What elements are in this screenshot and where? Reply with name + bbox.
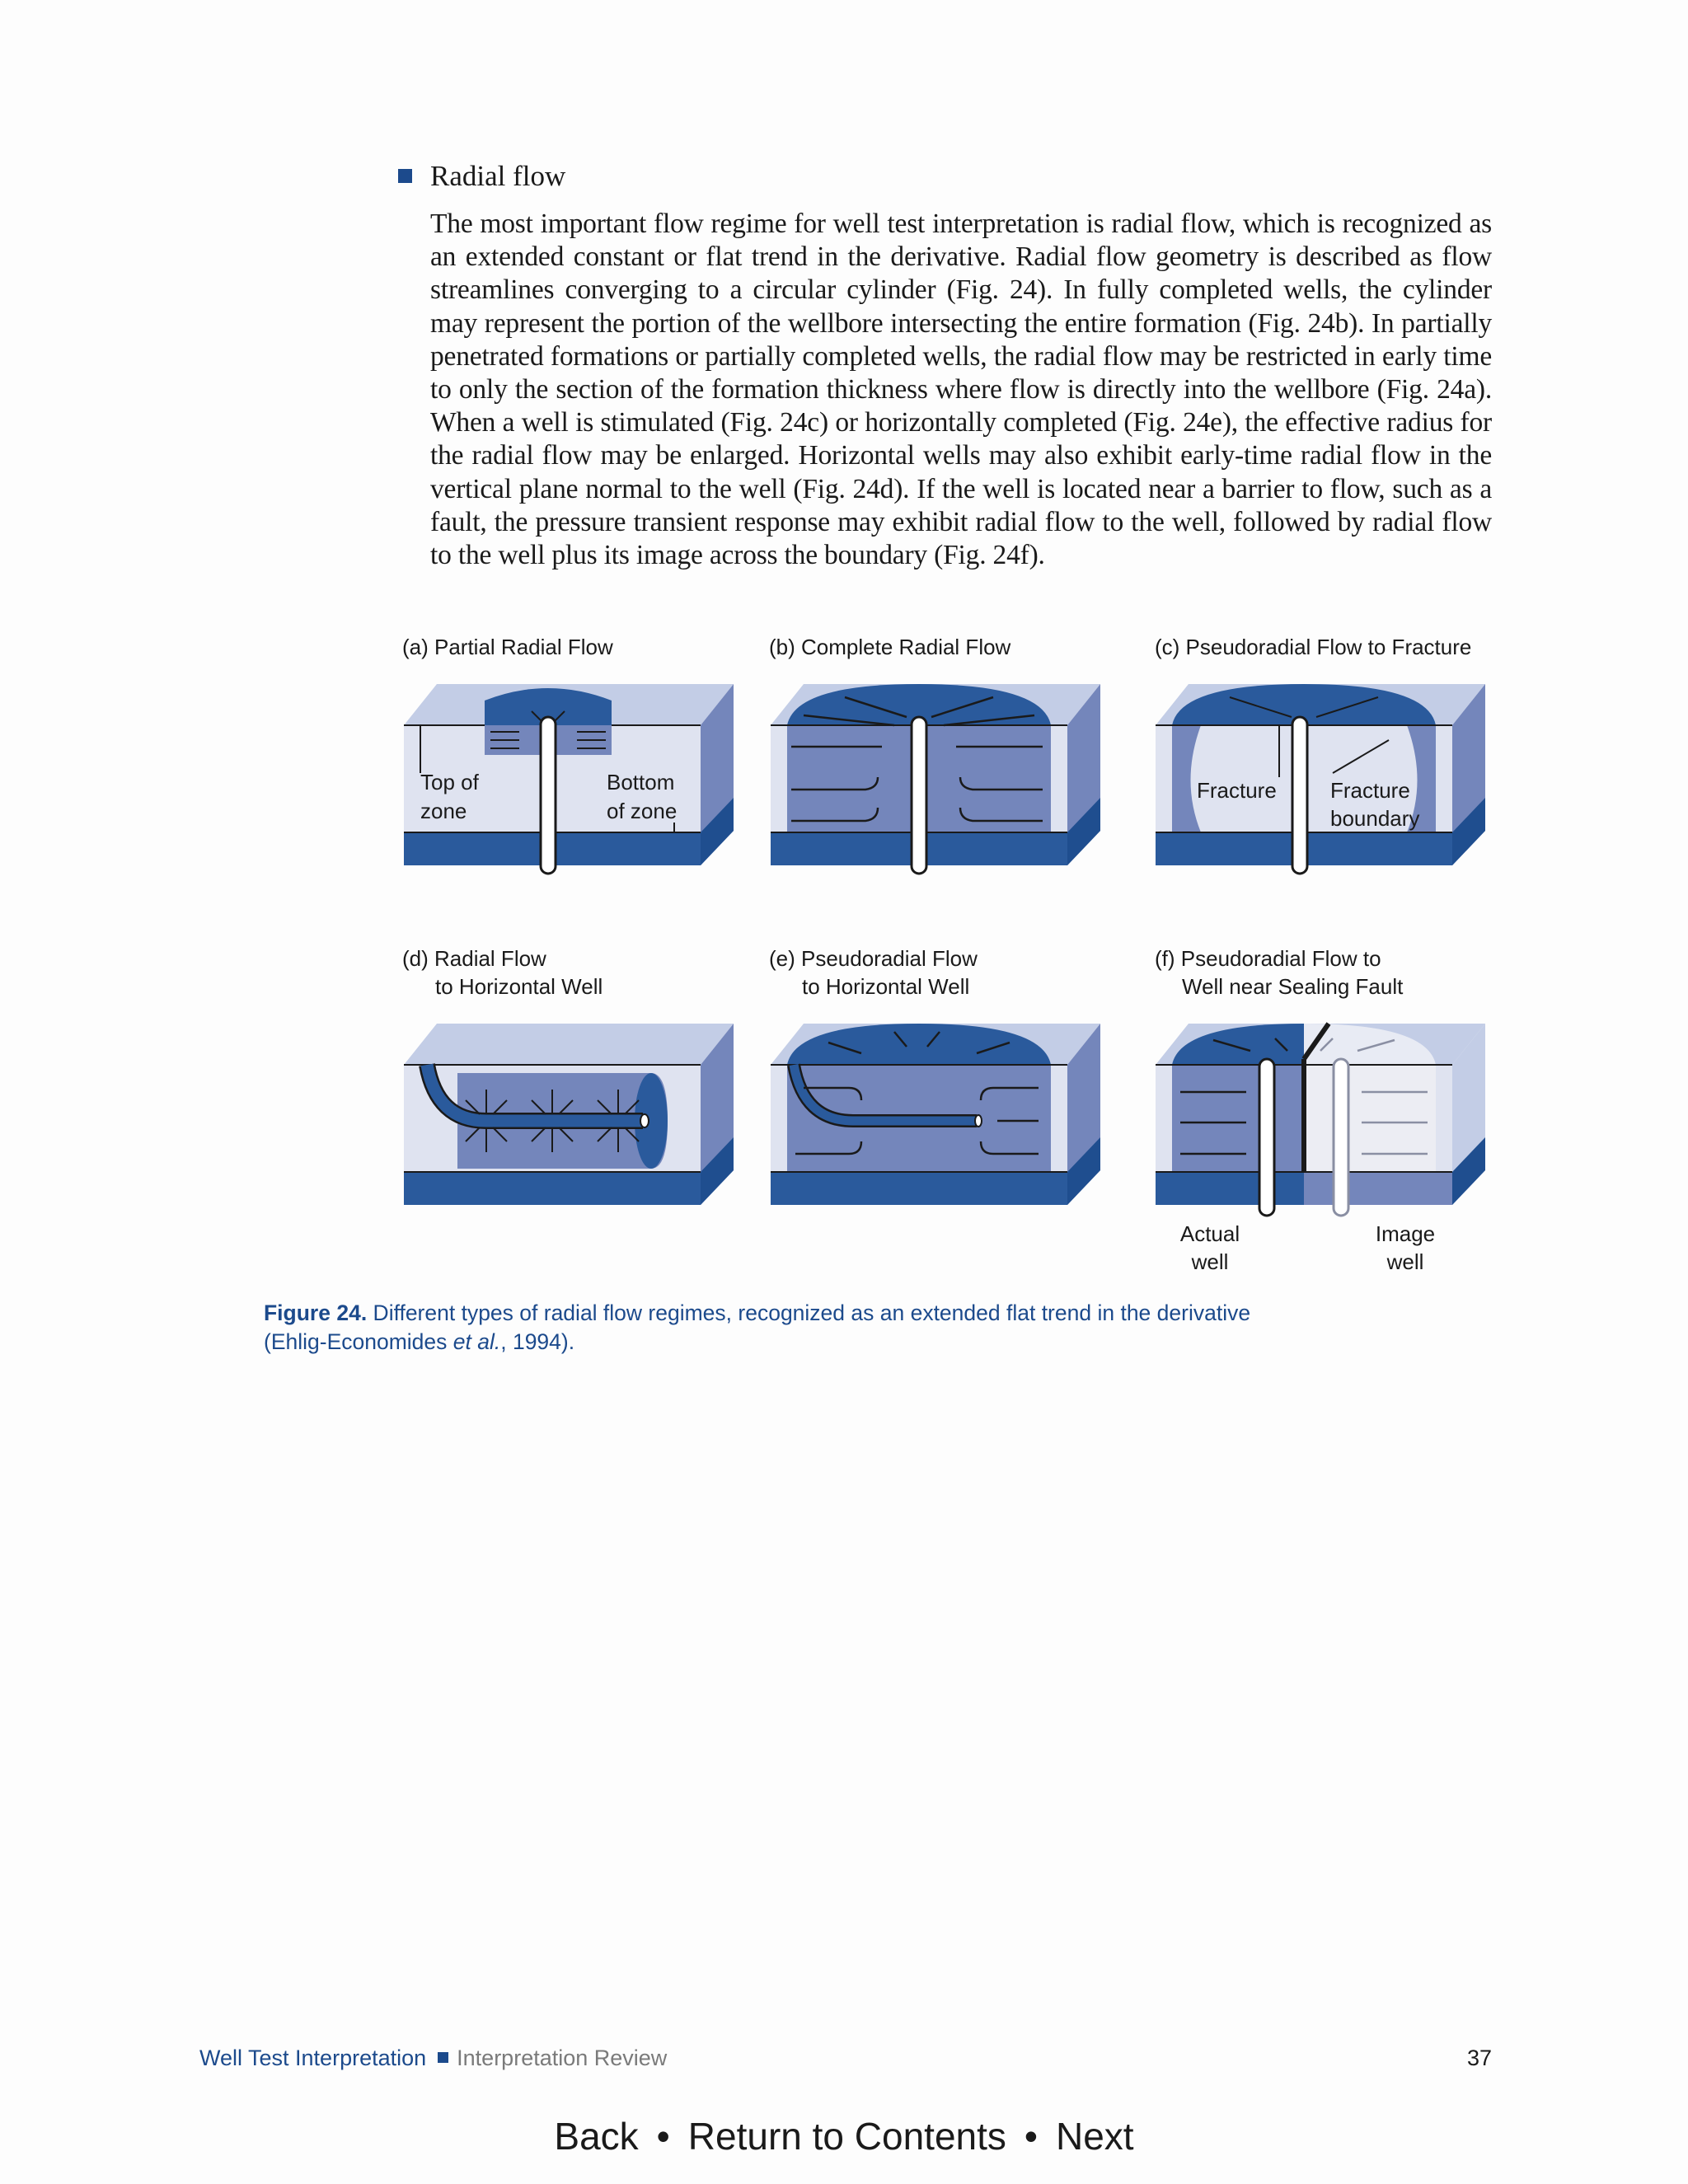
body-paragraph: The most important flow regime for well test interpretation is radial flow, which is recognized as an extended constant or flat trend in the derivative. Radial flow geometry is described as flow streamlines converging to a circular cylinder (Fig. 24). In fully completed wells, the cylinder may represent the portion of the wellbore intersecting the entire formation (Fig. 24b). In partially penetrated formations or partially completed wells, the radial flow may be restricted in early time to only the section of the formation thickness where flow is directly into the wellbore (Fig. 24a). When a well is stimulated (Fig. 24c) or horizontally completed (Fig. 24e), the effective radius for the radial flow may be enlarged. Horizontal wells may also exhibit early-time radial flow in the vertical plane normal to the well (Fig. 24d). If the well is located near a barrier to flow, such as a fault, the pressure transient response may exhibit radial flow to the well, followed by radial flow to the well plus its image across the boundary (Fig. 24f).	[430, 209, 1492, 571]
panel-b-diagram	[771, 682, 1100, 880]
page-navigation	[0, 2114, 1688, 2158]
panel-e-title-line1: (e) Pseudoradial Flow	[769, 946, 978, 971]
panel-c-diagram	[1156, 682, 1485, 880]
label-fracture-boundary-1: Fracture	[1330, 778, 1410, 803]
figure-24	[396, 626, 1500, 1286]
panel-f-diagram	[1156, 1022, 1485, 1220]
panel-b-title: (b) Complete Radial Flow	[769, 635, 1011, 659]
back-link[interactable]: Back	[554, 2115, 639, 2158]
label-actual-well	[1169, 1220, 1251, 1276]
page-number: 37	[1467, 2046, 1493, 2070]
footer-running-title	[199, 2046, 667, 2071]
caption-etal: et al.	[452, 1329, 501, 1354]
figure-caption	[264, 1299, 1302, 1357]
label-of-zone: of zone	[607, 799, 678, 823]
panel-d-title	[402, 944, 603, 1001]
panel-f-title-line2: Well near Sealing Fault	[1182, 974, 1404, 999]
panel-d-title-line1: (d) Radial Flow	[402, 946, 546, 971]
return-to-contents-link[interactable]: Return to Contents	[687, 2115, 1006, 2158]
caption-label: Figure 24.	[264, 1301, 368, 1325]
panel-c-title: (c) Pseudoradial Flow to Fracture	[1155, 635, 1472, 659]
footer-doc-title: Well Test Interpretation	[199, 2046, 427, 2070]
nav-separator: •	[1024, 2115, 1038, 2158]
label-bottom: Bottom	[607, 770, 675, 794]
panel-a-diagram	[404, 682, 734, 880]
section-heading: Radial flow	[430, 160, 566, 192]
label-fracture-boundary-2: boundary	[1330, 806, 1420, 831]
footer-section-title: Interpretation Review	[457, 2046, 668, 2070]
footer-square-icon	[438, 2052, 448, 2063]
panel-d-title-line2: to Horizontal Well	[435, 974, 603, 999]
label-image-well	[1364, 1220, 1447, 1276]
panel-d-diagram	[404, 1022, 734, 1220]
label-image-well-word: well	[1386, 1249, 1424, 1274]
next-link[interactable]: Next	[1056, 2115, 1134, 2158]
label-actual: Actual	[1179, 1221, 1240, 1246]
caption-year: , 1994).	[500, 1329, 575, 1354]
label-fracture: Fracture	[1197, 778, 1277, 803]
panel-e-title-line2: to Horizontal Well	[802, 974, 970, 999]
label-actual-well-word: well	[1191, 1249, 1229, 1274]
label-zone: zone	[420, 799, 467, 823]
caption-text: Different types of radial flow regimes, recognized as an extended flat trend in the derivative (Ehlig-Economides	[264, 1301, 1251, 1354]
panel-e-title	[769, 944, 978, 1001]
label-image: Image	[1375, 1221, 1436, 1246]
label-top-of-zone: Top of	[420, 770, 479, 794]
nav-separator: •	[656, 2115, 670, 2158]
bullet-square-icon	[398, 169, 412, 183]
panel-f-title	[1155, 944, 1403, 1001]
panel-a-title: (a) Partial Radial Flow	[402, 635, 613, 659]
panel-f-title-line1: (f) Pseudoradial Flow to	[1155, 946, 1381, 971]
panel-e-diagram	[771, 1022, 1100, 1220]
